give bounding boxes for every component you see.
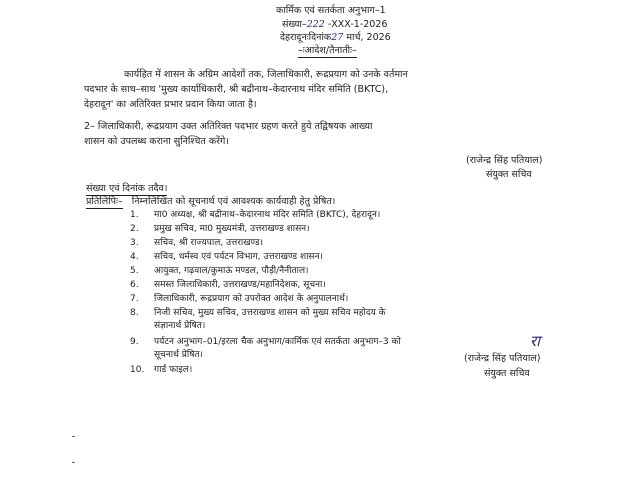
list-item-text: पर्यटन अनुभाग–01/इरला चैक अनुभाग/कार्मिक एवं सतर्कता अनुभाग–3 को bbox=[154, 337, 401, 347]
signatory-name-top: (राजेन्द्र सिंह पतियाल) bbox=[466, 155, 543, 166]
signatory-designation-top: संयुक्त सचिव bbox=[486, 169, 532, 180]
paragraph2-line2: शासन को उपलब्ध कराना सुनिश्चित करेंगे। bbox=[84, 136, 229, 147]
list-item-text: सचिव, धर्मस्व एवं पर्यटन विभाग, उत्तराखण्ड शासन। bbox=[154, 252, 323, 262]
order-title: –ःआदेश/तैनातीः– bbox=[298, 45, 357, 56]
list-item-number: 10. bbox=[130, 365, 145, 375]
paragraph2-line1: 2– जिलाधिकारी, रूद्रप्रयाग उक्त अतिरिक्त पदभार ग्रहण करते हुये तद्विषयक आख्या bbox=[84, 121, 373, 132]
endorsement-reference: संख्या एवं दिनांक तदैव। bbox=[86, 183, 168, 194]
list-item-text: मा0 अध्यक्ष, श्री बद्रीनाथ–केदारनाथ मंदिर समिति (BKTC), देहरादून। bbox=[154, 210, 381, 220]
order-date-suffix: मार्च, 2026 bbox=[343, 32, 391, 43]
list-item-number: 5. bbox=[130, 266, 139, 276]
section-heading: कार्मिक एवं सतर्कता अनुभाग–1 bbox=[276, 5, 386, 16]
list-item-text-continued: सूचनार्थ प्रेषित। bbox=[154, 350, 203, 360]
list-item-text: समस्त जिलाधिकारी, उत्तराखण्ड/महानिदेशक, सूचना। bbox=[154, 280, 326, 290]
list-item-number: 2. bbox=[130, 224, 139, 234]
order-date-handwritten: 27 bbox=[331, 32, 344, 43]
list-item-text: प्रमुख सचिव, मा0 मुख्यमंत्री, उत्तराखण्ड शासन। bbox=[154, 224, 310, 234]
order-date bbox=[280, 33, 391, 43]
list-item-number: 3. bbox=[130, 238, 139, 248]
list-item-text: सचिव, श्री राज्यपाल, उत्तराखण्ड। bbox=[154, 238, 264, 248]
signatory-designation-bottom: संयुक्त सचिव bbox=[484, 368, 530, 379]
list-item-text-continued: संज्ञानार्थ प्रेषित। bbox=[154, 321, 206, 331]
list-item-number: 7. bbox=[130, 294, 139, 304]
paragraph1-line3: देहरादून' का अतिरिक्त प्रभार प्रदान किया जाता है। bbox=[84, 99, 257, 110]
list-item-text: आयुक्त, गढ़वाल/कुमाऊं मण्डल, पौड़ी/नैनीताल। bbox=[154, 266, 309, 276]
paragraph1-line1: कार्यहित में शासन के अग्रिम आदेशों तक, जिलाधिकारी, रूद्रप्रयाग को उनके वर्तमान bbox=[124, 69, 408, 80]
list-item-text: गार्ड फाइल। bbox=[154, 365, 193, 375]
list-item-text: निजी सचिव, मुख्य सचिव, उत्तराखण्ड शासन को मुख्य सचिव महोदय के bbox=[154, 308, 386, 318]
paragraph1-line2: पदभार के साथ–साथ 'मुख्य कार्याधिकारी, श्री बद्रीनाथ–केदारनाथ मंदिर समिति (BKTC), bbox=[84, 84, 389, 95]
order-number-suffix: -XXX-1-2026 bbox=[324, 19, 388, 30]
list-item-number: 9. bbox=[130, 337, 139, 347]
signatory-name-bottom: (राजेन्द्र सिंह पतियाल) bbox=[464, 353, 541, 364]
order-number bbox=[282, 20, 387, 30]
list-item-number: 1. bbox=[130, 210, 139, 220]
handwritten-initials: रा bbox=[530, 332, 541, 350]
list-item-number: 4. bbox=[130, 252, 139, 262]
endorsement-heading bbox=[86, 197, 335, 207]
list-item-number: 8. bbox=[130, 308, 139, 318]
list-item-number: 6. bbox=[130, 280, 139, 290]
scan-speck bbox=[72, 436, 75, 437]
scan-speck bbox=[72, 462, 75, 463]
copy-intro: निम्नलिखित को सूचनार्थ एवं आवश्यक कार्यवाही हेतु प्रेषित। bbox=[131, 196, 336, 207]
list-item-text: जिलाधिकारी, रूद्रप्रयाग को उपरोक्त आदेश के अनुपालनार्थ। bbox=[154, 294, 349, 304]
copy-label: प्रतिलिपिः– bbox=[86, 196, 123, 207]
order-number-prefix: संख्या– bbox=[282, 19, 307, 30]
order-number-handwritten: 222 bbox=[306, 19, 325, 30]
order-date-prefix: देहरादूनःदिनांक bbox=[280, 32, 332, 43]
